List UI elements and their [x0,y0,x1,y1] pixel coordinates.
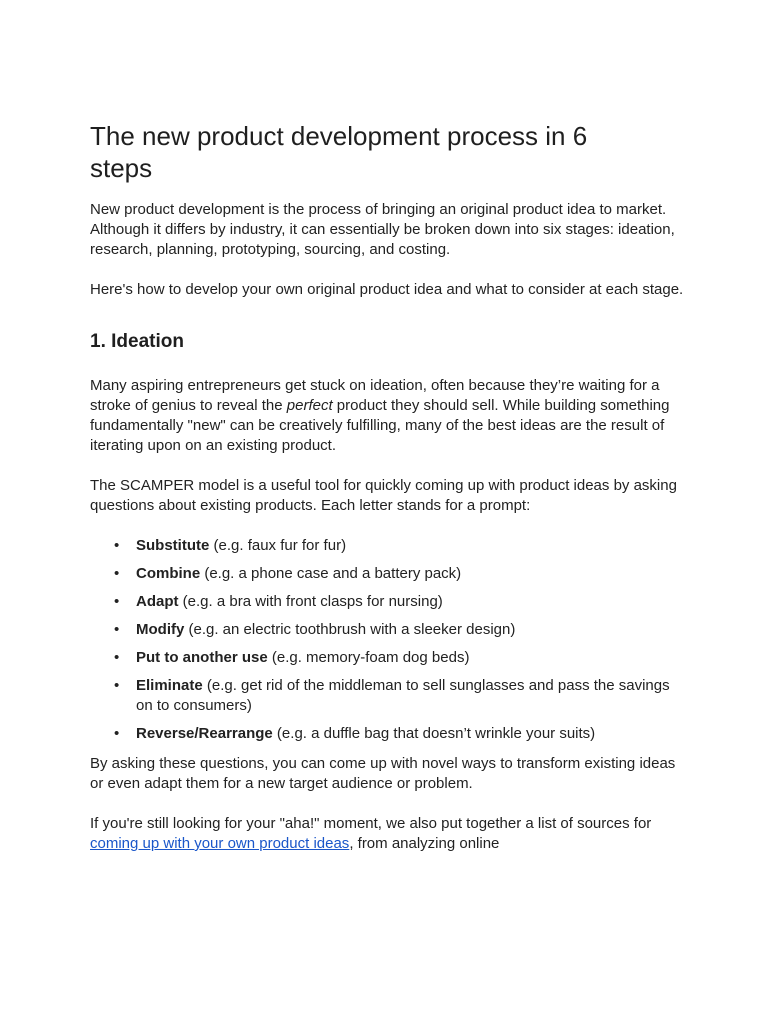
bullet-icon: • [114,593,120,610]
bullet-icon: • [114,725,120,742]
intro-paragraph: New product development is the process of bringing an original product idea to market. Although it differs by industry, it can essentially be broken down into six stages: ideation, research, planning, prototyping, sourcing, and costing. [90,201,675,258]
list-item-desc: (e.g. a bra with front clasps for nursing) [178,593,443,610]
ideation-paragraph-1 [90,376,688,456]
list-item-desc: (e.g. an electric toothbrush with a sleeker design) [184,621,516,638]
bullet-icon: • [114,677,120,694]
list-item-term: Modify [136,621,185,638]
bullet-icon: • [114,565,120,582]
final-paragraph [90,814,688,854]
list-item-term: Eliminate [136,677,203,694]
page-title: The new product development process in 6 steps [90,121,588,183]
list-item-desc: (e.g. a phone case and a battery pack) [200,565,462,582]
product-ideas-link[interactable]: coming up with your own product ideas [90,835,350,852]
list-item [90,564,688,584]
list-item-term: Substitute [136,537,210,554]
bullet-icon: • [114,621,120,638]
ideation-text-after: product they should sell. While building something fundamentally "new" can be creatively fulfilling, many of the best ideas are the result of iterating upon on an existing product. [90,397,670,454]
list-item-desc: (e.g. get rid of the middleman to sell sunglasses and pass the savings on to consumers) [136,677,670,714]
list-item-term: Adapt [136,593,179,610]
list-item [90,592,688,612]
list-item [90,536,688,556]
final-text-after: , from analyzing online [349,835,500,852]
list-item [90,676,688,716]
scamper-list [90,536,688,744]
ideation-text-before: Many aspiring entrepreneurs get stuck on ideation, often because they’re waiting for a stroke of genius to reveal the [90,377,660,414]
list-item [90,648,688,668]
section-heading-ideation: 1. Ideation [90,331,184,352]
ideation-emphasis: perfect [286,397,333,414]
list-item-desc: (e.g. a duffle bag that doesn’t wrinkle your suits) [272,725,596,742]
list-item-desc: (e.g. faux fur for fur) [209,537,347,554]
list-item-desc: (e.g. memory-foam dog beds) [267,649,470,666]
list-item [90,620,688,640]
ideation-paragraph-2: The SCAMPER model is a useful tool for quickly coming up with product ideas by asking questions about existing products. Each letter stands for a prompt: [90,477,677,514]
list-item-term: Put to another use [136,649,268,666]
final-text-before: If you're still looking for your "aha!" moment, we also put together a list of sources for [90,815,652,832]
list-item [90,724,688,744]
list-item-term: Reverse/Rearrange [136,725,273,742]
list-item-term: Combine [136,565,201,582]
bullet-icon: • [114,649,120,666]
intro-paragraph-2: Here's how to develop your own original product idea and what to consider at each stage. [90,281,684,298]
after-list-paragraph: By asking these questions, you can come up with novel ways to transform existing ideas or even adapt them for a new target audience or problem. [90,755,676,792]
bullet-icon: • [114,537,120,554]
